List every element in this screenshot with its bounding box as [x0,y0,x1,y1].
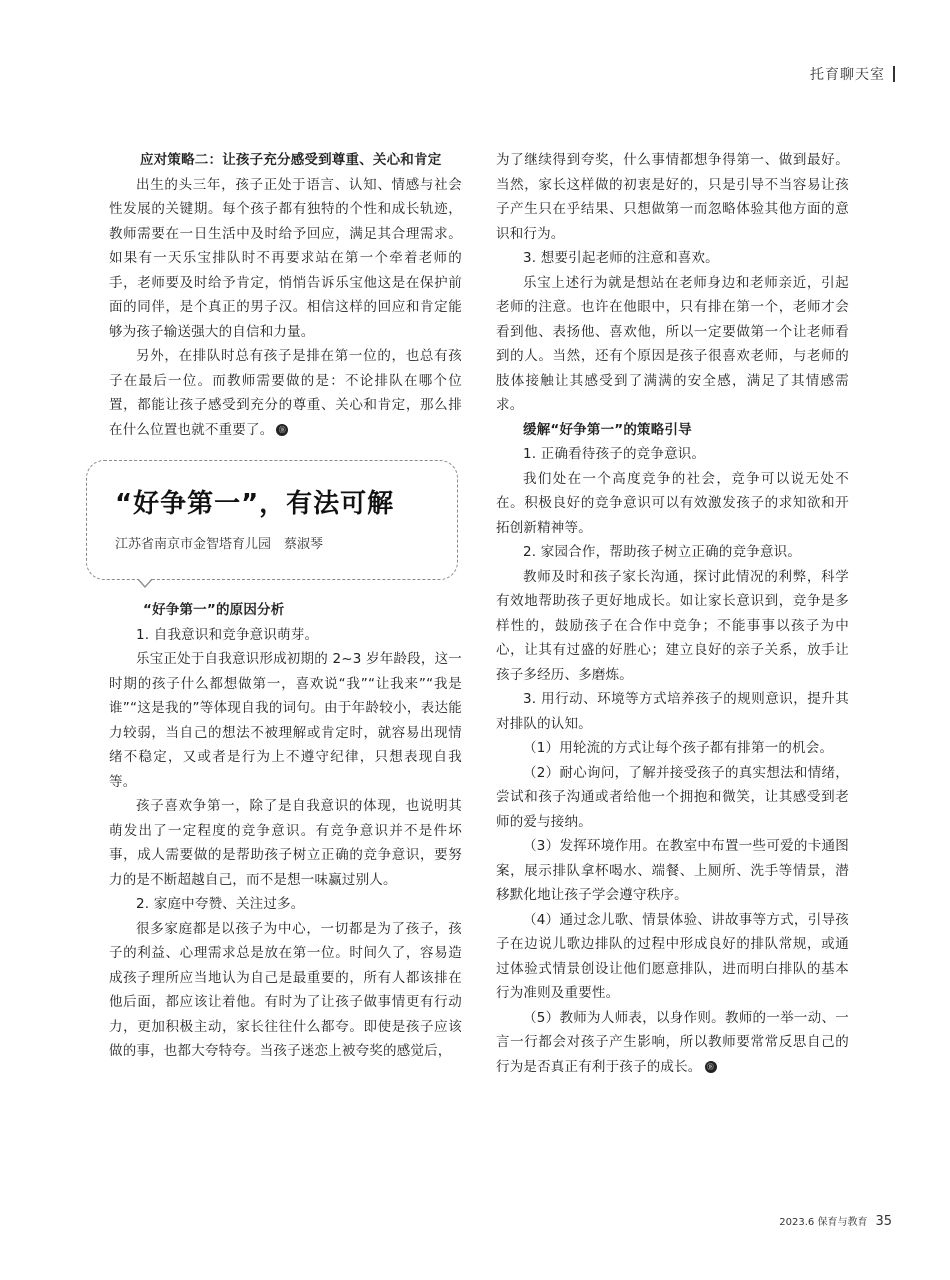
paragraph: 我们处在一个高度竞争的社会，竞争可以说无处不在。积极良好的竞争意识可以有效激发孩子的求知欲和开拓创新精神等。 [496,470,849,536]
speech-tail-fill [138,578,152,586]
paragraph: 为了继续得到夸奖，什么事情都想争得第一、做到最好。当然，家长这样做的初衷是好的，只是引导不当容易让孩子产生只在乎结果、只想做第一而忽略体验其他方面的意识和行为。 [496,152,849,242]
list-item: 1. 正确看待孩子的竞争意识。 [523,446,706,462]
sub-item: （1）用轮流的方式让每个孩子都有排第一的机会。 [523,740,834,756]
sub-item: （2）耐心询问，了解并接受孩子的真实想法和情绪，尝试和孩子沟通或者给他一个拥抱和微笑，让其感受到老师的爱与接纳。 [496,764,849,830]
sub-item-text: （5）教师为人师表，以身作则。教师的一举一动、一言一行都会对孩子产生影响，所以教师要常常反思自己的行为是否真正有利于孩子的成长。 [496,1009,849,1075]
paragraph: 乐宝正处于自我意识形成初期的 2~3 岁年龄段，这一时期的孩子什么都想做第一，喜欢说“我”“让我来”“我是谁”“这是我的”等体现自我的词句。由于年龄较小，表达能力较弱，当自己的想法不被理解或肯定时，就容易出现情绪不稳定，又或者是行为上不遵守纪律，只想表现自我等。 [109,651,462,790]
cause-analysis-heading: “好争第一”的原因分析 [143,602,285,618]
paragraph: 孩子喜欢争第一，除了是自我意识的体现，也说明其萌发出了一定程度的竞争意识。有竞争意识并不是件坏事，成人需要做的是帮助孩子树立正确的竞争意识，要努力的是不断超越自己，而不是想一味赢过别人。 [109,798,462,888]
author-line: 江苏省南京市金智塔育儿园 蔡淑琴 [115,537,324,552]
section-title: 托育聊天室 [810,67,885,83]
list-item: 3. 想要引起老师的注意和喜欢。 [523,250,719,266]
left-column [109,148,462,1064]
section-divider [893,66,895,82]
list-item: 2. 家园合作，帮助孩子树立正确的竞争意识。 [523,544,802,560]
sub-item [496,1006,849,1080]
page-footer [779,1213,892,1229]
paragraph: 乐宝上述行为就是想站在老师身边和老师亲近，引起老师的注意。也许在他眼中，只有排在第一个，老师才会看到他、表扬他、喜欢他，所以一定要做第一个让老师看到的人。当然，还有个原因是孩子很喜欢老师，与老师的肢体接触让其感受到了满满的安全感，满足了其情感需求。 [496,274,849,413]
strategy-heading: 缓解“好争第一”的策略引导 [523,421,692,438]
paragraph-text: 另外，在排队时总有孩子是排在第一位的，也总有孩子在最后一位。而教师需要做的是：不论排队在哪个位置，都能让孩子感受到充分的尊重、关心和肯定，那么排在什么位置也就不重要了。 [109,348,462,438]
end-mark-icon: ⑱ [276,424,288,436]
article-title-box [86,460,458,580]
paragraph [109,344,462,442]
article-title: “好争第一”，有法可解 [115,489,395,519]
right-column [496,148,849,1079]
paragraph: 很多家庭都是以孩子为中心，一切都是为了孩子，孩子的利益、心理需求总是放在第一位。时间久了，容易造成孩子理所应当地认为自己是最重要的，所有人都该排在他后面，都应该让着他。有时为了让孩子做事情更有行动力，更加积极主动，家长往往什么都夸。即使是孩子应该做的事，也都大夸特夸。当孩子迷恋上被夸奖的感觉后， [109,920,462,1059]
issue-label: 2023.6 保育与教育 [779,1217,868,1228]
list-item: 1. 自我意识和竞争意识萌芽。 [136,626,319,643]
sub-item: （3）发挥环境作用。在教室中布置一些可爱的卡通图案，展示排队拿杯喝水、端餐、上厕所、洗手等情景，潜移默化地让孩子学会遵守秩序。 [496,838,849,903]
strategy-two-heading: 应对策略二：让孩子充分感受到尊重、关心和肯定 [140,152,442,168]
page-number: 35 [875,1214,892,1229]
list-item: 3. 用行动、环境等方式培养孩子的规则意识，提升其对排队的认知。 [496,691,849,732]
sub-item: （4）通过念儿歌、情景体验、讲故事等方式，引导孩子在边说儿歌边排队的过程中形成良好的排队常规，或通过体验式情景创设让他们愿意排队，进而明白排队的基本行为准则及重要性。 [496,911,849,1001]
paragraph: 教师及时和孩子家长沟通，探讨此情况的利弊，科学有效地帮助孩子更好地成长。如让家长意识到，竞争是多样性的，鼓励孩子在合作中竞争；不能事事以孩子为中心，让其有过盛的好胜心；建立良好的亲子关系，放手让孩子多经历、多磨炼。 [496,568,849,683]
paragraph: 出生的头三年，孩子正处于语言、认知、情感与社会性发展的关键期。每个孩子都有独特的个性和成长轨迹，教师需要在一日生活中及时给予回应，满足其合理需求。如果有一天乐宝排队时不再要求站在第一个牵着老师的手，老师要及时给予肯定，悄悄告诉乐宝他这是在保护前面的同伴，是个真正的男子汉。相信这样的回应和肯定能够为孩子输送强大的自信和力量。 [109,176,462,340]
end-mark-icon: ⑱ [705,1061,717,1073]
list-item: 2. 家庭中夸赞、关注过多。 [136,896,305,912]
section-label [810,64,895,84]
